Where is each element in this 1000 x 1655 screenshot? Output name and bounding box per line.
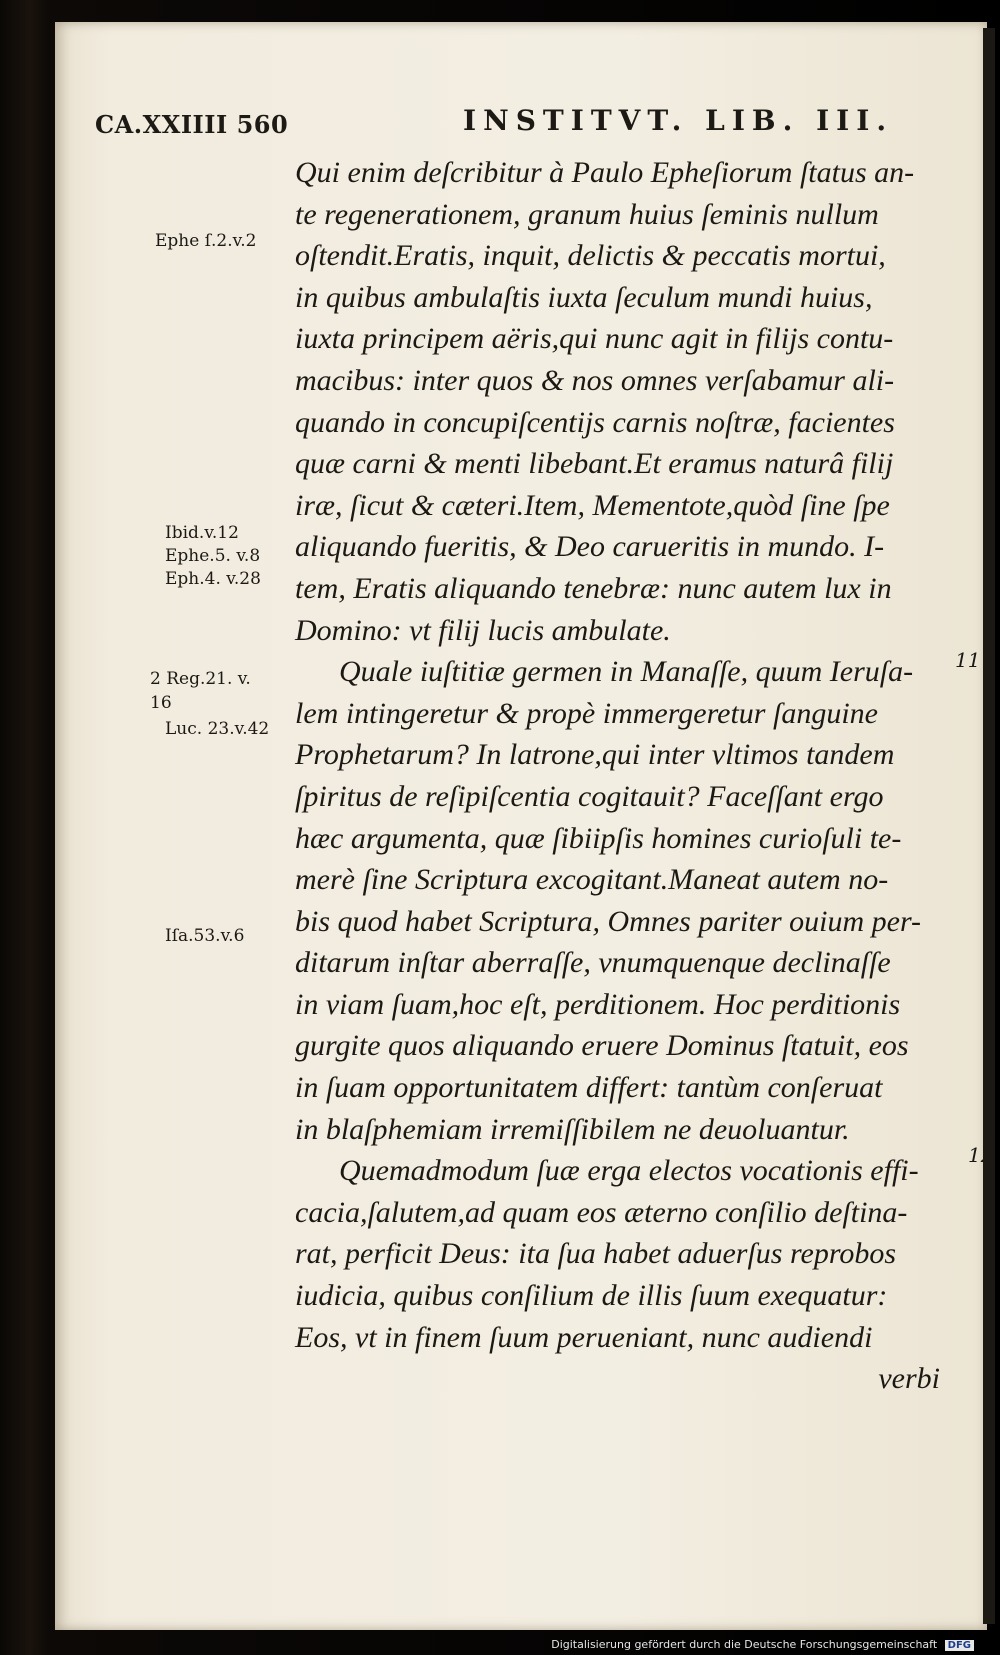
text-line: in blaſphemiam irremiſſibilem ne deuoluantur. xyxy=(295,1112,850,1146)
text-line: rat, perficit Deus: ita ſua habet aduerſus reprobos xyxy=(295,1237,897,1271)
text-line: macibus: inter quos & nos omnes verſabamur ali- xyxy=(295,363,895,397)
text-line: iuxta principem aëris,qui nunc agit in filijs contu- xyxy=(295,322,894,356)
text-line: iudicia, quibus conſilium de illis ſuum exequatur: xyxy=(295,1279,888,1313)
main-text-block xyxy=(295,152,965,1400)
section-number-12: 12 xyxy=(968,1143,994,1167)
text-line: Quemadmodum ſuæ erga electos vocationis effi- xyxy=(339,1154,919,1188)
margin-note-eph4: Eph.4. v.28 xyxy=(165,569,261,589)
running-title: INSTITVT. LIB. III. xyxy=(463,104,894,137)
margin-note-ibid: Ibid.v.12 xyxy=(165,523,239,543)
text-line: te regenerationem, granum huius ſeminis nullum xyxy=(295,197,879,231)
text-line: quæ carni & menti libebant.Et eramus naturâ filij xyxy=(295,447,894,481)
text-line: lem intingeretur & propè immergeretur ſanguine xyxy=(295,696,878,730)
text-line: ditarum inſtar aberraſſe, vnumquenque declinaſſe xyxy=(295,946,891,980)
text-line: Domino: vt filij lucis ambulate. xyxy=(295,613,671,647)
running-header xyxy=(95,104,960,144)
text-line: quando in concupiſcentijs carnis noſtræ, facientes xyxy=(295,405,895,439)
text-line: gurgite quos aliquando eruere Dominus ſtatuit, eos xyxy=(295,1029,909,1063)
margin-note-ephes: Ephe ſ.2.v.2 xyxy=(155,231,257,251)
text-line: hæc argumenta, quæ ſibiipſis homines curioſuli te- xyxy=(295,821,902,855)
text-line: iræ, ſicut & cæteri.Item, Mementote,quòd ſine ſpe xyxy=(295,488,890,522)
text-line: oſtendit.Eratis, inquit, delictis & peccatis mortui, xyxy=(295,239,886,273)
page-edge xyxy=(983,28,995,1624)
credit-text: Digitalisierung gefördert durch die Deutsche Forschungsgemeinschaft xyxy=(551,1638,938,1651)
text-line: ſpiritus de reſipiſcentia cogitauit? Faceſſant ergo xyxy=(295,779,884,813)
text-line: merè ſine Scriptura excogitant.Maneat autem no- xyxy=(295,863,889,897)
text-line: in quibus ambulaſtis iuxta ſeculum mundi huius, xyxy=(295,280,873,314)
text-line: aliquando fueritis, & Deo carueritis in mundo. I- xyxy=(295,530,885,564)
text-line: in ſuam opportunitatem differt: tantùm conſeruat xyxy=(295,1071,883,1105)
margin-note-luc: Luc. 23.v.42 xyxy=(165,719,270,739)
text-line: cacia,ſalutem,ad quam eos æterno conſilio deſtina- xyxy=(295,1195,908,1229)
margin-note-reg-verse: 16 xyxy=(150,693,172,713)
text-line: Quale iuſtitiæ germen in Manaſſe, quum Ieruſa- xyxy=(339,655,914,689)
catchword: verbi xyxy=(878,1362,940,1396)
chapter-page-number: CA.XXIIII 560 xyxy=(95,110,289,139)
section-number-11: 11 xyxy=(955,648,981,672)
margin-note-isa: Iſa.53.v.6 xyxy=(165,926,245,946)
margin-note-ephe5: Ephe.5. v.8 xyxy=(165,546,261,566)
text-line: Qui enim deſcribitur à Paulo Epheſiorum ſtatus an- xyxy=(295,156,915,189)
text-line: tem, Eratis aliquando tenebræ: nunc autem lux in xyxy=(295,571,892,605)
digitization-credit xyxy=(551,1638,974,1651)
margin-note-reg: 2 Reg.21. v. xyxy=(150,669,251,689)
text-line: Prophetarum? In latrone,qui inter vltimos tandem xyxy=(295,738,895,772)
text-line: bis quod habet Scriptura, Omnes pariter ouium per- xyxy=(295,904,922,938)
dfg-logo: DFG xyxy=(945,1640,974,1651)
text-line: in viam ſuam,hoc eſt, perditionem. Hoc perditionis xyxy=(295,987,901,1021)
text-line: Eos, vt in finem ſuum perueniant, nunc audiendi xyxy=(295,1320,873,1354)
